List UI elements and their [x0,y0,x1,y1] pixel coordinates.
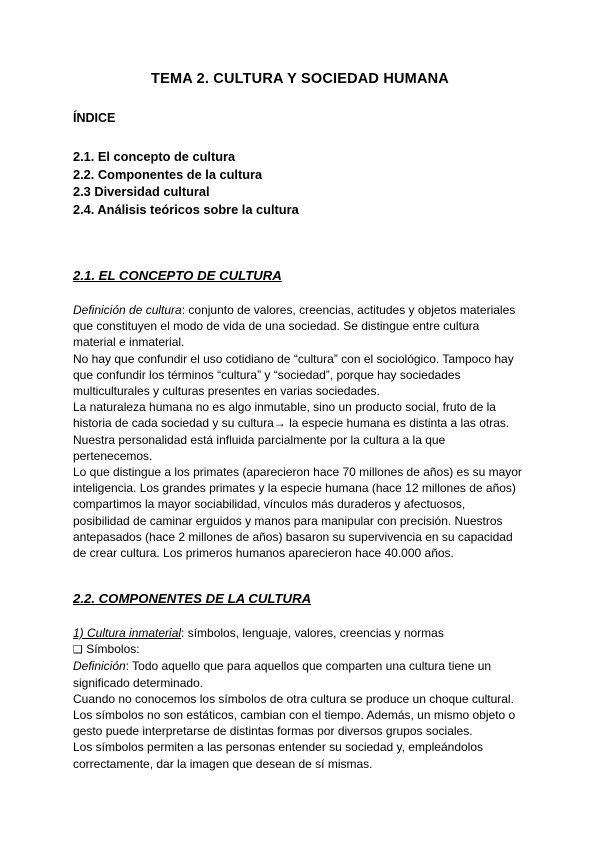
section-heading-concepto: 2.1. EL CONCEPTO DE CULTURA [73,268,282,283]
index-heading: ÍNDICE [73,111,116,125]
section-body-concepto [73,302,543,561]
section-body-componentes [73,625,543,772]
toc-item: 2.2. Componentes de la cultura [73,166,263,182]
paragraph-line: Definición de cultura: conjunto de valores, creencias, actitudes y objetos materiales [73,303,516,317]
paragraph-line: Lo que distingue a los primates (aparecieron hace 70 millones de años) es su mayor [73,465,522,480]
table-of-contents [73,148,299,218]
definition-term: Definición [73,659,126,674]
paragraph-line: gesto puede interpretarse de distintas formas por diversos grupos sociales. [73,724,473,739]
paragraph-line: Los símbolos no son estáticos, cambian con el tiempo. Además, un mismo objeto o [73,708,516,723]
paragraph-line: Nuestra personalidad está influida parcialmente por la cultura a la que [73,432,446,447]
toc-item: 2.3 Diversidad cultural [73,184,210,199]
paragraph-line: Cuando no conocemos los símbolos de otra cultura se produce un choque cultural. [73,691,514,706]
page-title: TEMA 2. CULTURA Y SOCIEDAD HUMANA [151,71,449,87]
toc-item: 2.4. Análisis teóricos sobre la cultura [73,201,299,217]
paragraph-line: de crear cultura. Los primeros humanos aparecieron hace 40.000 años. [73,546,454,561]
paragraph-line: multiculturales y culturas presentes en varias sociedades. [73,384,380,399]
definition-term: Definición de cultura [73,303,182,317]
paragraph-line: material e inmaterial. [73,335,185,350]
paragraph-line: significado determinado. [73,675,204,690]
paragraph-line: historia de cada sociedad y su cultura→ la especie humana es distinta a las otras. [73,416,510,431]
paragraph-line: compartimos la mayor sociabilidad, vínculos más duraderos y afectuosos, [73,497,466,512]
section-heading-componentes: 2.2. COMPONENTES DE LA CULTURA [73,591,312,606]
paragraph-line: correctamente, dar la imagen que desean de sí mismas. [73,756,373,771]
paragraph-line: Los símbolos permiten a las personas entender su sociedad y, empleándolos [73,740,484,755]
paragraph-line: que constituyen el modo de vida de una sociedad. Se distingue entre cultura [73,319,480,334]
paragraph-line: inteligencia. Los grandes primates y la especie humana (hace 12 millones de años) [73,481,516,496]
subsection-line: 1) Cultura inmaterial: símbolos, lenguaje, valores, creencias y normas [73,626,444,640]
paragraph-line: Definición: Todo aquello que para aquellos que comparten una cultura tiene un [73,659,492,674]
bullet-line: ❑ Símbolos: [73,642,140,657]
paragraph-line: antepasados (hace 2 millones de años) basaron su supervivencia en su capacidad [73,529,513,544]
toc-item: 2.1. El concepto de cultura [73,149,236,164]
paragraph-line: La naturaleza humana no es algo inmutable, sino un producto social, fruto de la [73,400,496,415]
checkbox-bullet-icon: ❑ [73,644,83,657]
paragraph-line: posibilidad de caminar erguidos y manos para manipular con precisión. Nuestros [73,513,503,528]
paragraph-line: pertenecemos. [73,448,153,463]
paragraph-line: No hay que confundir el uso cotidiano de “cultura” con el sociológico. Tampoco hay [73,351,514,366]
subsection-term: 1) Cultura inmaterial [73,626,182,640]
paragraph-line: que confundir los términos “cultura” y “sociedad”, porque hay sociedades [73,367,461,382]
